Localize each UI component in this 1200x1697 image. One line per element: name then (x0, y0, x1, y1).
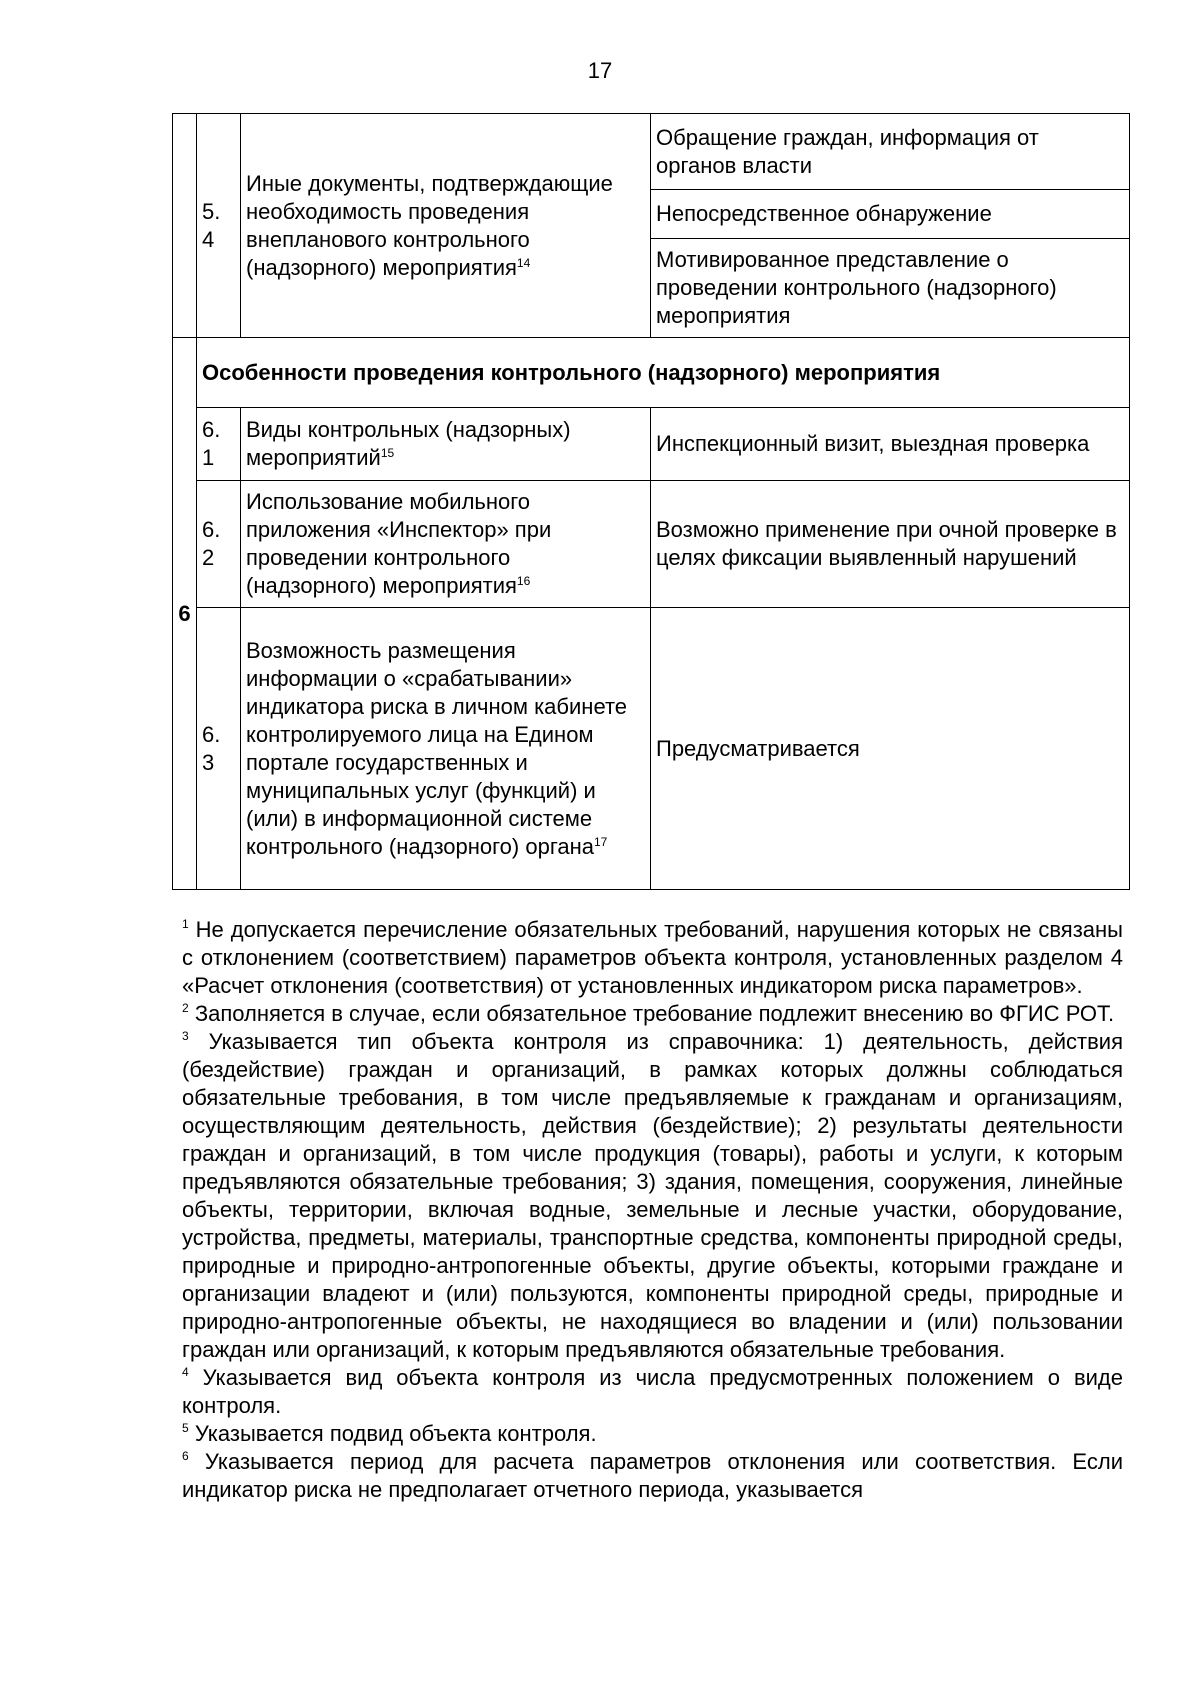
requirements-table (172, 113, 1130, 890)
table-row (173, 481, 1130, 608)
table-row (173, 114, 1130, 190)
row-number: 6. 3 (197, 608, 241, 890)
row-name: Виды контрольных (надзорных) мероприятий$^{15}$ (241, 408, 651, 481)
footnote: $^3$ Указывается тип объекта контроля из справочника: 1) деятельность, действия (бездействие) граждан и организаций, в рамках которых должны соблюдаться обязательные требования, в том числе предъявляемые к гражданам и организациям, осуществляющим деятельность, действия (бездействие); 2) результаты деятельности граждан и организаций, в том числе продукция (товары), работы и услуги, к которым предъявляются обязательные требования; 3) здания, помещения, сооружения, линейные объекты, территории, включая водные, земельные и лесные участки, оборудование, устройства, предметы, материалы, транспортные средства, компоненты природной среды, природные и природно-антропогенные объекты, другие объекты, которыми граждане и организации владеют и (или) пользуются, компоненты природной среды, природные и природно-антропогенные объекты, не находящиеся во владении и (или) пользовании граждан или организаций, к которым предъявляются обязательные требования. (182, 1029, 1124, 1362)
footnote: $^6$ Указывается период для расчета параметров отклонения или соответствия. Если индикатор риска не предполагает отчетного периода, указывается (182, 1449, 1123, 1502)
row-name: Иные документы, подтверждающие необходимость проведения внепланового контрольного (надзорного) мероприятия$^{14}$ (241, 114, 651, 338)
table-row (173, 408, 1130, 481)
section-header: Особенности проведения контрольного (надзорного) мероприятия (197, 338, 1130, 408)
section-number: 6 (173, 338, 197, 890)
row-value: Возможно применение при очной проверке в целях фиксации выявленный нарушений (651, 481, 1130, 608)
row-number: 6. 1 (197, 408, 241, 481)
row-name: Возможность размещения информации о «срабатывании» индикатора риска в личном кабинете контролируемого лица на Едином портале государственных и муниципальных услуг (функций) и (или) в информационной системе контрольного (надзорного) органа$^{17}$ (241, 608, 651, 890)
row-value: Инспекционный визит, выездная проверка (651, 408, 1130, 481)
page-number: 17 (587, 58, 613, 83)
row-value: Предусматривается (651, 608, 1130, 890)
row-value: Мотивированное представление о проведении контрольного (надзорного) мероприятия (651, 239, 1130, 338)
footnote: $^5$ Указывается подвид объекта контроля. (182, 1421, 597, 1446)
section-cell-empty (173, 114, 197, 338)
row-value: Непосредственное обнаружение (651, 190, 1130, 239)
footnotes (182, 916, 1123, 1504)
row-number: 5. 4 (197, 114, 241, 338)
row-name: Использование мобильного приложения «Инспектор» при проведении контрольного (надзорного) мероприятия$^{16}$ (241, 481, 651, 608)
table-row (173, 608, 1130, 890)
section-header-row (173, 338, 1130, 408)
row-number: 6. 2 (197, 481, 241, 608)
footnote: $^4$ Указывается вид объекта контроля из числа предусмотренных положением о виде контроля. (182, 1365, 1123, 1418)
footnote: $^1$ Не допускается перечисление обязательных требований, нарушения которых не связаны с отклонением (соответствием) параметров объекта контроля, установленных разделом 4 «Расчет отклонения (соответствия) от установленных индикатором риска параметров». (182, 917, 1123, 998)
footnote: $^2$ Заполняется в случае, если обязательное требование подлежит внесению во ФГИС РОТ. (182, 1001, 1115, 1026)
row-value: Обращение граждан, информация от органов власти (651, 114, 1130, 190)
